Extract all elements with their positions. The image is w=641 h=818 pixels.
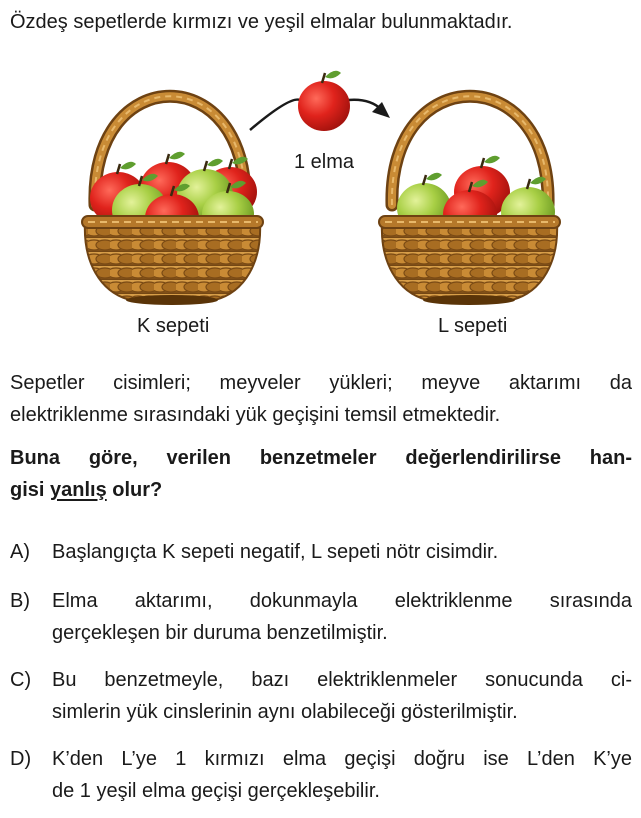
option-letter: D) [10, 748, 32, 770]
option-letter: C) [10, 669, 32, 691]
option-text: Elma aktarımı, dokunmayla elektriklenme sırasında [52, 590, 632, 612]
option-letter: A) [10, 541, 30, 563]
question-line-1: Buna göre, verilen benzetmeler değerlendirilirse han- [10, 447, 632, 469]
option-letter: B) [10, 590, 30, 612]
option-text: K’den L’ye 1 kırmızı elma geçişi doğru ise L’den K’ye [52, 748, 632, 770]
transferred-red-apple [298, 71, 350, 131]
description-line-2: elektriklenme sırasındaki yük geçişini temsil etmektedir. [10, 404, 501, 426]
description-line-1: Sepetler cisimleri; meyveler yükleri; meyve aktarımı da [10, 372, 632, 394]
transfer-label: 1 elma [294, 151, 355, 173]
option-text: Bu benzetmeyle, bazı elektriklenmeler sonucunda ci- [52, 669, 632, 691]
option-text: Başlangıçta K sepeti negatif, L sepeti nötr cisimdir. [52, 541, 499, 563]
intro-text: Özdeş sepetlerde kırmızı ve yeşil elmalar bulunmaktadır. [10, 11, 513, 33]
basket-k [82, 96, 263, 305]
underlined-word: yanlış [50, 479, 107, 501]
transfer-arrow [250, 100, 300, 130]
basket-l-label: L sepeti [438, 315, 508, 337]
basket-k-label: K sepeti [137, 315, 210, 337]
option-text: simlerin yük cinslerinin aynı olabileceği gösterilmiştir. [52, 701, 518, 723]
question-line-2: gisi yanlış olur? [10, 479, 163, 501]
option-text: de 1 yeşil elma geçişi gerçekleşebilir. [52, 780, 380, 802]
basket-l [379, 96, 560, 305]
option-text: gerçekleşen bir duruma benzetilmiştir. [52, 622, 388, 644]
